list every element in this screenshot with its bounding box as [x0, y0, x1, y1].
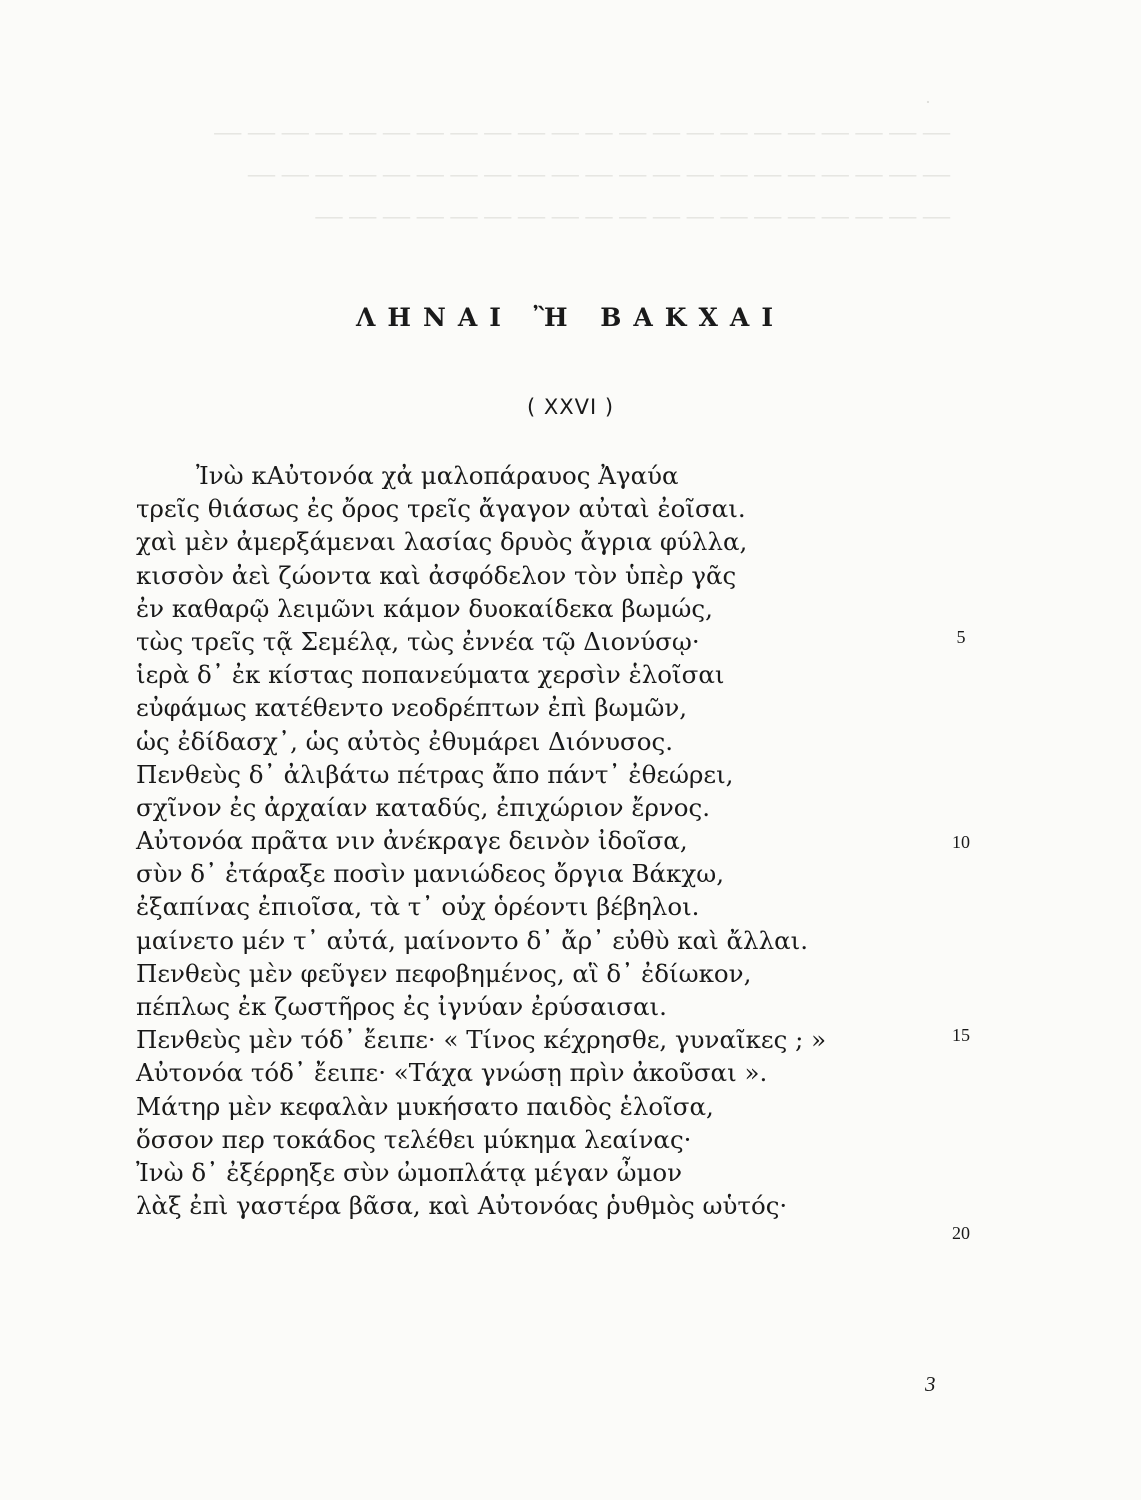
poem-line: μαίνετο μέν τ᾽ αὐτά, μαίνοντο δ᾽ ἄρ᾽ εὐθὺ καὶ ἄλλαι. — [136, 925, 809, 955]
line-number: 20 — [952, 1223, 970, 1243]
poem-line: Πενθεὺς μὲν φεῦγεν πεφοβημένος, αἳ δ᾽ ἐδίωκον, — [136, 958, 752, 988]
poem-line: τὼς τρεῖς τᾷ Σεμέλᾳ, τὼς ἐννέα τῷ Διονύσῳ· — [136, 626, 700, 656]
poem-line: ἐξαπίνας ἐπιοῖσα, τὰ τ᾽ οὐχ ὁρέοντι βέβηλοι. — [136, 892, 700, 922]
poem-text — [136, 459, 856, 1222]
poem-line: κισσὸν ἀεὶ ζώοντα καὶ ἀσφόδελον τὸν ὑπὲρ γᾶς — [136, 560, 737, 590]
line-number: 5 — [956, 627, 966, 647]
poem-line: Ἰνὼ δ᾽ ἐξέρρηξε σὺν ὠμοπλάτᾳ μέγαν ὦμον — [136, 1157, 683, 1187]
poem-line: ἐν καθαρῷ λειμῶνι κάμον δυοκαίδεκα βωμώς, — [136, 593, 713, 623]
poem-line: Αὐτονόα τόδ᾽ ἔειπε· «Τάχα γνώσῃ πρὶν ἀκοῦσαι ». — [136, 1058, 768, 1088]
show-through-mark: · — [925, 92, 931, 112]
line-number: 10 — [952, 832, 970, 852]
show-through-text: — — — — — — — — — — — — — — — — — — — — — — — — — — — — — — — — — — — — — — — — — — — — — — — — — — — — — — — — — — — — — — — [214, 116, 950, 230]
poem-line: ἱερὰ δ᾽ ἐκ κίστας ποπανεύματα χερσὶν ἑλοῖσαι — [136, 660, 725, 690]
page-title: ΛΗΝΑΙ Ἢ ΒΑΚΧΑΙ — [355, 303, 786, 332]
poem-line: Μάτηρ μὲν κεφαλὰν μυκήσατο παιδὸς ἑλοῖσα, — [136, 1091, 714, 1121]
line-number: 15 — [952, 1025, 970, 1045]
poem-line: πέπλως ἐκ ζωστῆρος ἐς ἰγνύαν ἐρύσαισαι. — [136, 992, 667, 1021]
poem-line: Πενθεὺς δ᾽ ἀλιβάτω πέτρας ἄπο πάντ᾽ ἐθεώρει, — [136, 759, 734, 789]
poem-line: χαὶ μὲν ἀμερξάμεναι λασίας δρυὸς ἄγρια φύλλα, — [136, 527, 748, 557]
poem-line: τρεῖς θιάσως ἐς ὄρος τρεῖς ἄγαγον αὐταὶ ἐοῖσαι. — [136, 494, 746, 524]
poem-line: Αὐτονόα πρᾶτα νιν ἀνέκραγε δεινὸν ἰδοῖσα, — [136, 826, 688, 856]
poem-line: λὰξ ἐπὶ γαστέρα βᾶσα, καὶ Αὐτονόας ῥυθμὸς ωὑτός· — [136, 1191, 788, 1221]
poem-line: Ἰνὼ κΑὐτονόα χἀ μαλοπάραυος Ἀγαύα — [196, 461, 679, 490]
poem-line: σχῖνον ἐς ἀρχαίαν καταδύς, ἐπιχώριον ἔρνος. — [136, 792, 711, 822]
poem-line: σὺν δ᾽ ἐτάραξε ποσὶν μανιώδεος ὄργια Βάκχω, — [136, 859, 724, 889]
poem-number: ( XXVI ) — [526, 395, 615, 419]
page-number: 3 — [925, 1372, 936, 1396]
poem-line: ὅσσον περ τοκάδος τελέθει μύκημα λεαίνας· — [136, 1124, 692, 1154]
poem-line: εὐφάμως κατέθεντο νεοδρέπτων ἐπὶ βωμῶν, — [136, 693, 688, 723]
poem-line: Πενθεὺς μὲν τόδ᾽ ἔειπε· « Τίνος κέχρησθε, γυναῖκες ; » — [136, 1025, 827, 1055]
poem-line: ὡς ἐδίδασχ᾽, ὡς αὐτὸς ἐθυμάρει Διόνυσος. — [136, 726, 673, 756]
